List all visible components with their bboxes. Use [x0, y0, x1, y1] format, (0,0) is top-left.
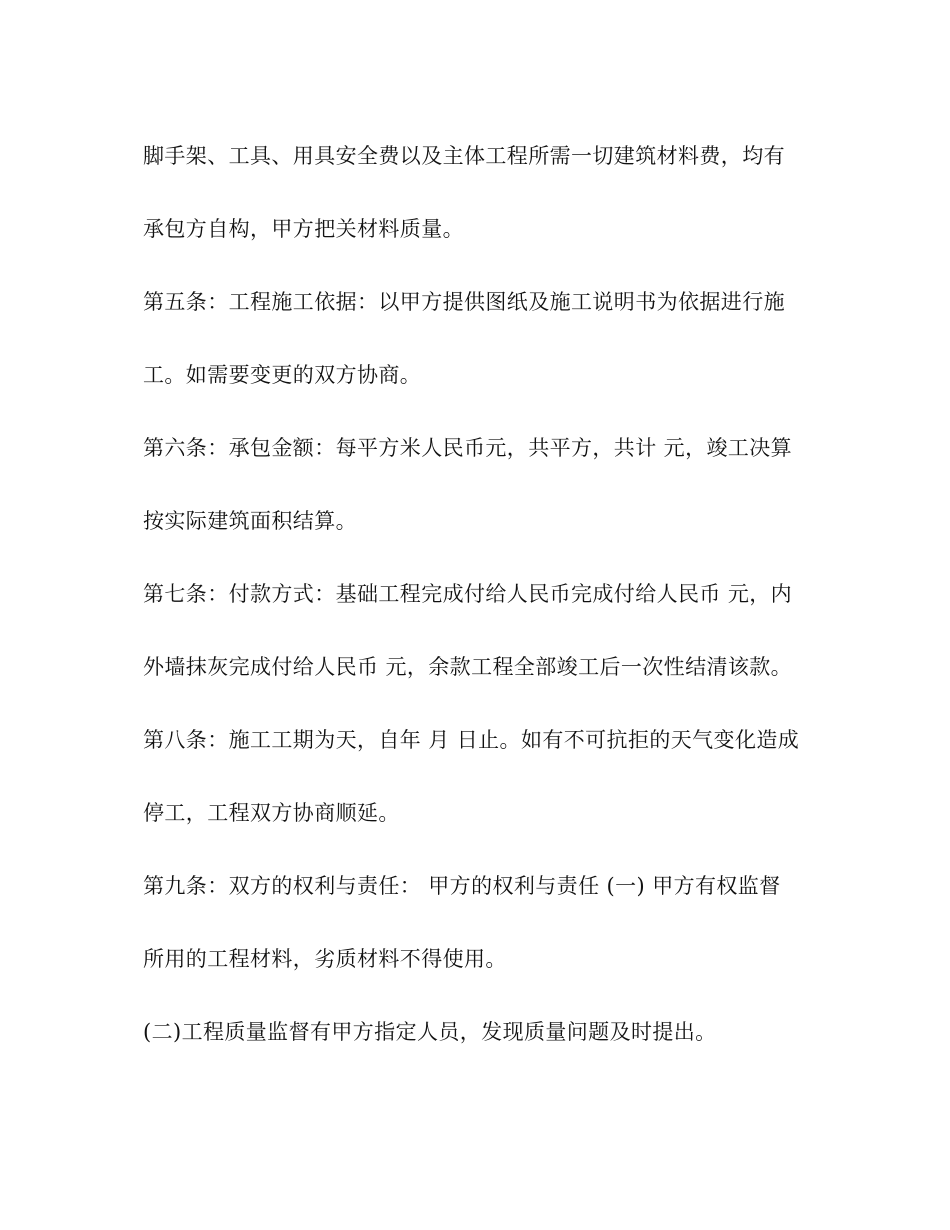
text-line: 脚手架、工具、用具安全费以及主体工程所需一切建筑材料费，均有 [143, 144, 785, 168]
text-line: 外墙抹灰完成付给人民币 元，余款工程全部竣工后一次性结清该款。 [143, 655, 793, 679]
text-line: 承包方自构，甲方把关材料质量。 [143, 217, 464, 241]
article-5-text: 第五条：工程施工依据：以甲方提供图纸及施工说明书为依据进行施 [143, 290, 785, 314]
article-6-text: 第六条：承包金额：每平方米人民币元，共平方，共计 元，竣工决算 [143, 436, 793, 460]
text-line: 停工，工程双方协商顺延。 [143, 801, 400, 825]
article-9-text: 第九条：双方的权利与责任： 甲方的权利与责任 (一) 甲方有权监督 [143, 874, 781, 898]
article-7-text: 第七条：付款方式：基础工程完成付给人民币完成付给人民币 元，内 [143, 582, 793, 606]
text-line: 所用的工程材料，劣质材料不得使用。 [143, 947, 507, 971]
clause-2-text: (二)工程质量监督有甲方指定人员，发现质量问题及时提出。 [143, 1020, 717, 1044]
article-8-text: 第八条：施工工期为天，自年 月 日止。如有不可抗拒的天气变化造成 [143, 728, 800, 752]
text-line: 按实际建筑面积结算。 [143, 509, 357, 533]
text-line: 工。如需要变更的双方协商。 [143, 363, 422, 387]
